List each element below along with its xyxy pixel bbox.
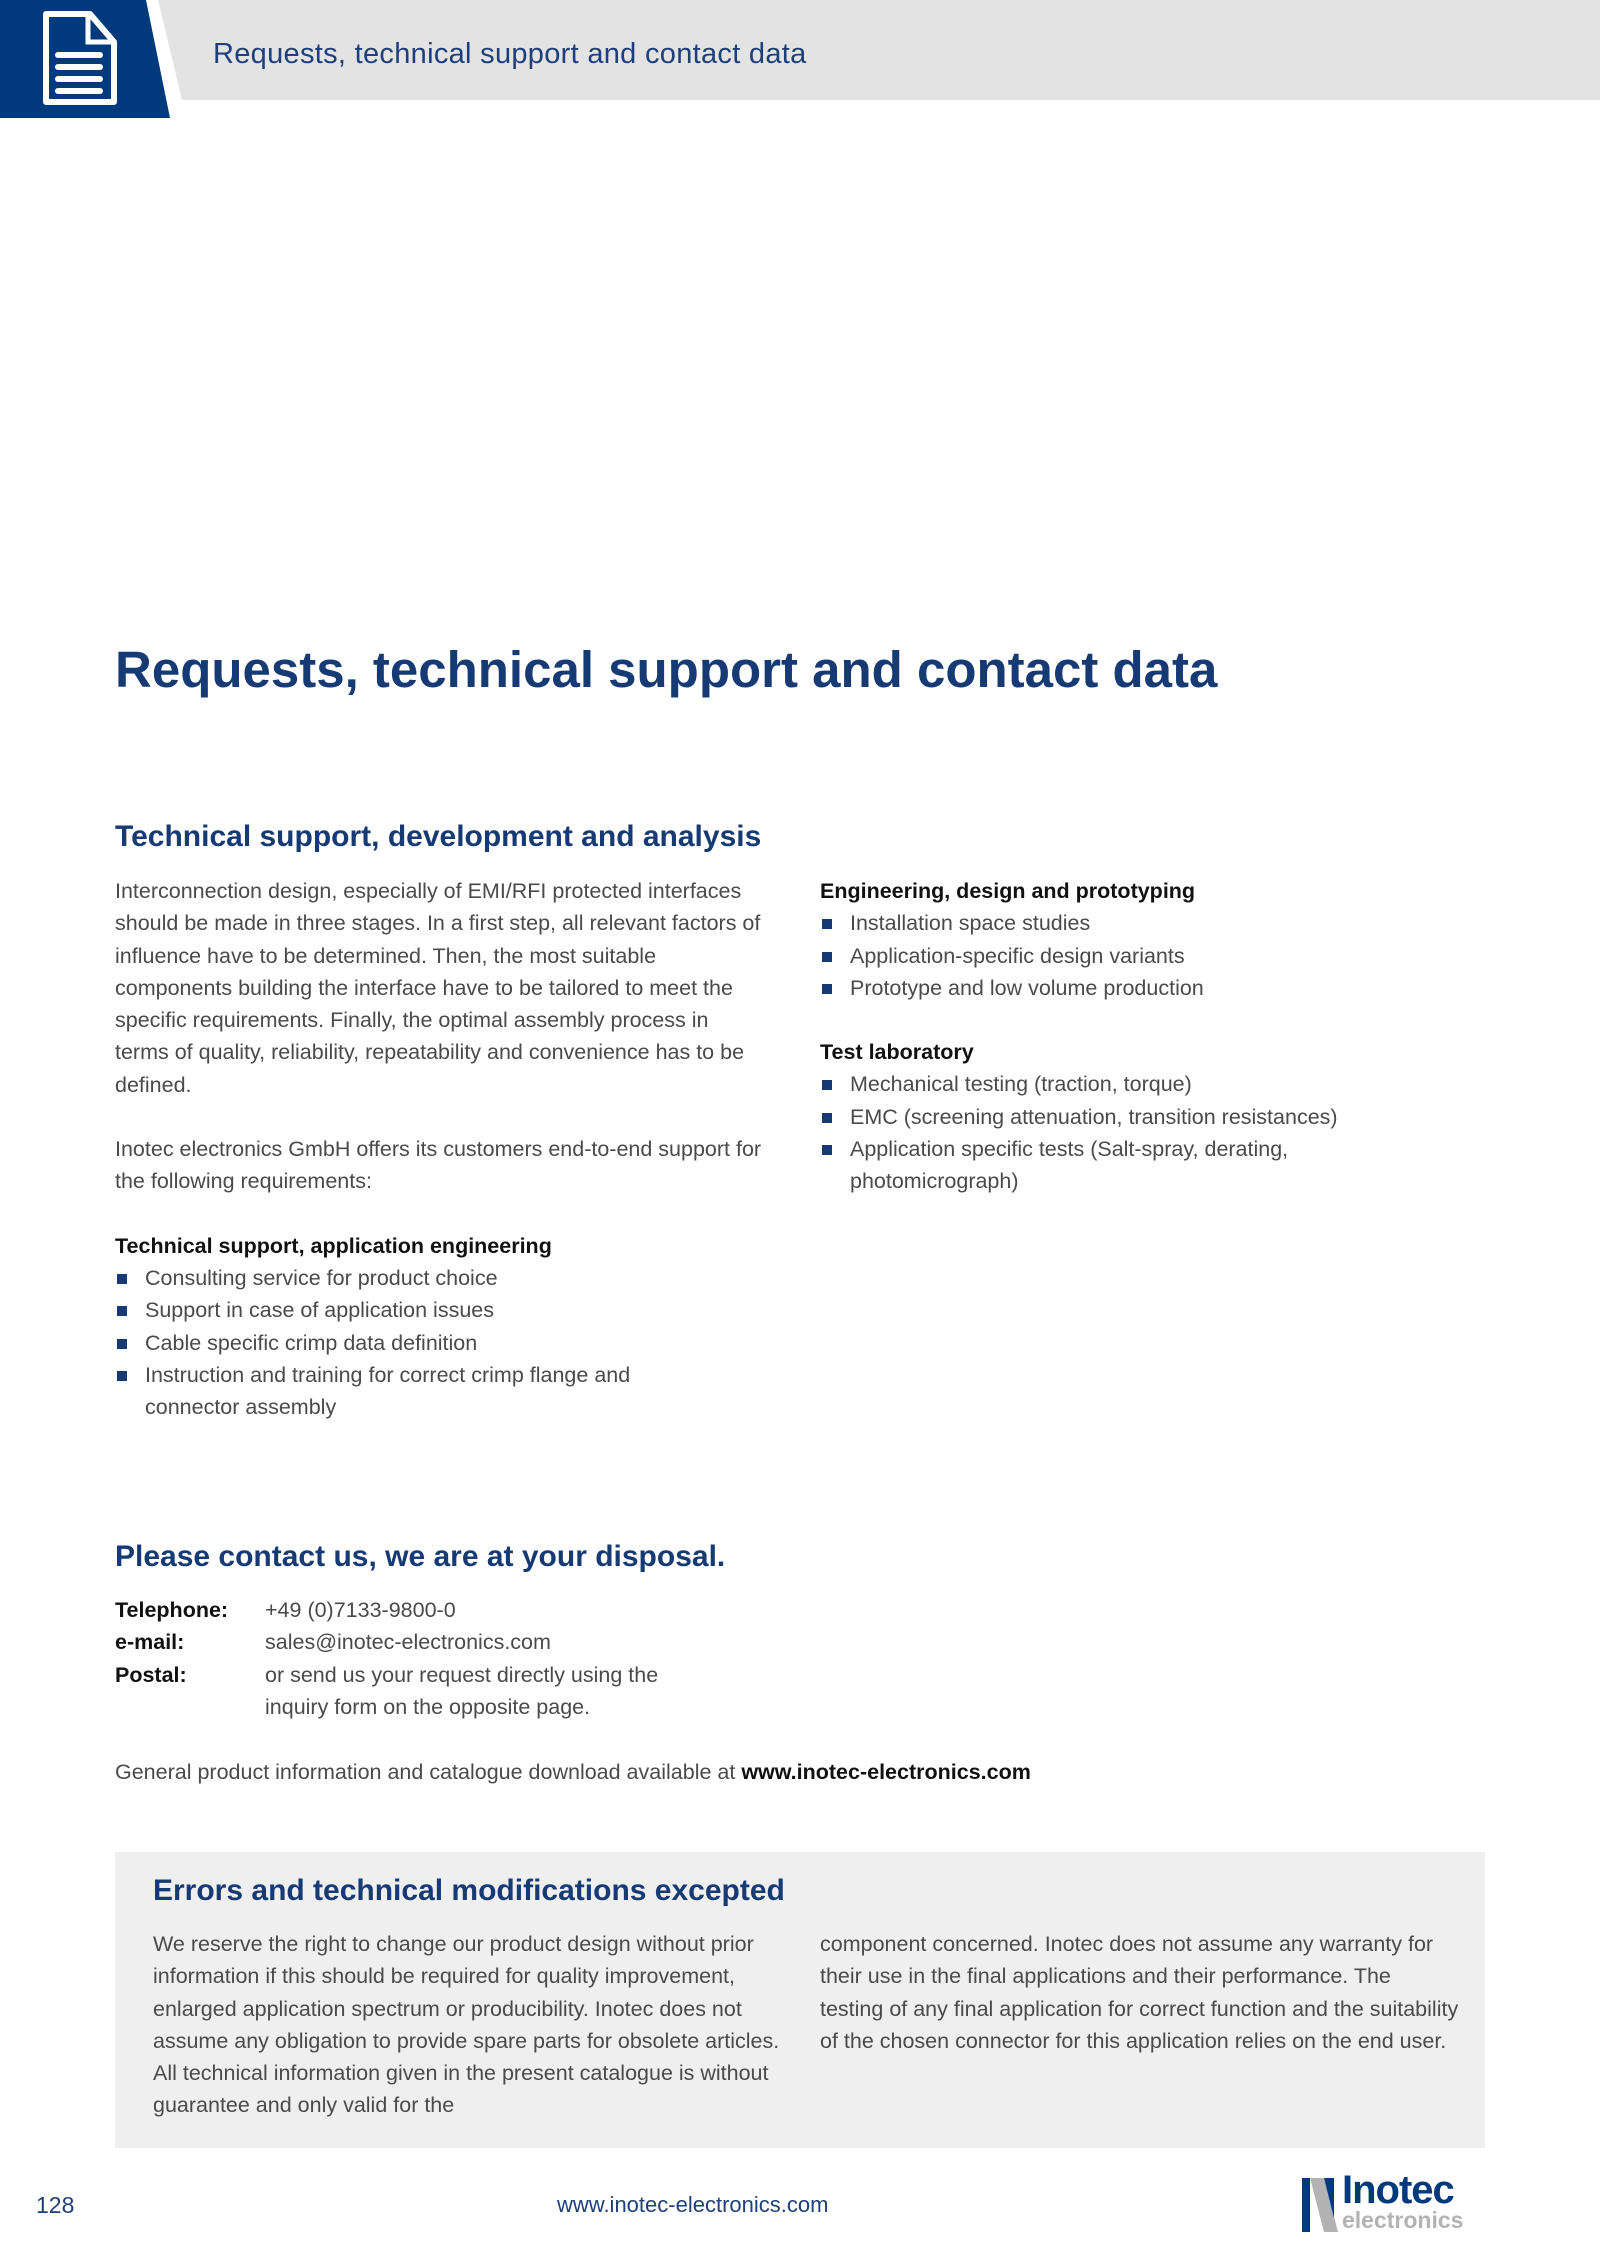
- general-info: [115, 1756, 1031, 1788]
- telephone-value[interactable]: +49 (0)7133-9800-0: [265, 1598, 456, 1622]
- list-item: Mechanical testing (traction, torque): [820, 1068, 1380, 1100]
- email-label: e-mail:: [115, 1630, 185, 1655]
- page-title: Requests, technical support and contact data: [115, 641, 1218, 698]
- group-list: [115, 1262, 635, 1423]
- telephone-label: Telephone:: [115, 1598, 229, 1622]
- group-title: Test laboratory: [820, 1040, 974, 1065]
- general-info-text: General product information and catalogue download available at: [115, 1760, 742, 1784]
- support-intro: Interconnection design, especially of EMI/RFI protected interfaces should be made in three stages. In a first step, all relevant factors of influence have to be determined. Then, the most suitable components building the interface have to be tailored to meet the specific requirements. Finally, the optimal assembly process in terms of quality, reliability, repeatability and convenience has to be defined.: [115, 879, 761, 1097]
- support-right-column: [820, 875, 1470, 1198]
- group-list: [820, 1068, 1380, 1197]
- list-item: Instruction and training for correct crimp flange and connector assembly: [115, 1359, 635, 1424]
- footer-url[interactable]: www.inotec-electronics.com: [557, 2192, 829, 2217]
- support-heading: Technical support, development and analysis: [115, 820, 762, 853]
- list-item: Prototype and low volume production: [820, 972, 1470, 1004]
- support-offer: Inotec electronics GmbH offers its customers end-to-end support for the following requirements:: [115, 1137, 762, 1194]
- email-link[interactable]: sales@inotec-electronics.com: [265, 1630, 551, 1655]
- list-item: Consulting service for product choice: [115, 1262, 635, 1294]
- group-title: Technical support, application engineering: [115, 1233, 552, 1258]
- page-number: 128: [36, 2192, 75, 2218]
- group-list: [820, 907, 1470, 1004]
- document-icon: [40, 10, 122, 110]
- support-left-column: [115, 875, 765, 1423]
- contact-heading: Please contact us, we are at your disposal.: [115, 1540, 726, 1573]
- logo-mark-icon: [1302, 2178, 1338, 2232]
- disclaimer-left: We reserve the right to change our product design without prior information if this should be required for quality improvement, enlarged application spectrum or producibility. Inotec does not assume any obligation to provide spare parts for obsolete articles. All technical information given in the present catalogue is without guarantee and only valid for the: [153, 1932, 780, 2118]
- contact-details: [115, 1594, 715, 1723]
- website-link[interactable]: www.inotec-electronics.com: [741, 1760, 1031, 1784]
- group-title: Engineering, design and prototyping: [820, 879, 1196, 903]
- disclaimer-heading: Errors and technical modifications excepted: [153, 1874, 785, 1907]
- disclaimer-box: [115, 1852, 1485, 2148]
- list-item: Application-specific design variants: [820, 940, 1470, 972]
- list-item: Installation space studies: [820, 907, 1470, 939]
- logo-subtext: electronics: [1342, 2207, 1464, 2233]
- header-title: Requests, technical support and contact data: [213, 38, 807, 70]
- postal-label: Postal:: [115, 1662, 187, 1687]
- inotec-logo: [1302, 2168, 1492, 2234]
- list-item: EMC (screening attenuation, transition resistances): [820, 1101, 1380, 1133]
- list-item: Application specific tests (Salt-spray, derating, photomicrograph): [820, 1133, 1380, 1198]
- list-item: Support in case of application issues: [115, 1294, 635, 1326]
- list-item: Cable specific crimp data definition: [115, 1327, 635, 1359]
- disclaimer-right: component concerned. Inotec does not assume any warranty for their use in the final applications and their performance. The testing of any final application for correct function and the suitability of the chosen connector for this application relies on the end user.: [820, 1932, 1459, 2053]
- postal-value: or send us your request directly using the inquiry form on the opposite page.: [265, 1662, 659, 1719]
- logo-text: Inotec: [1342, 2168, 1454, 2212]
